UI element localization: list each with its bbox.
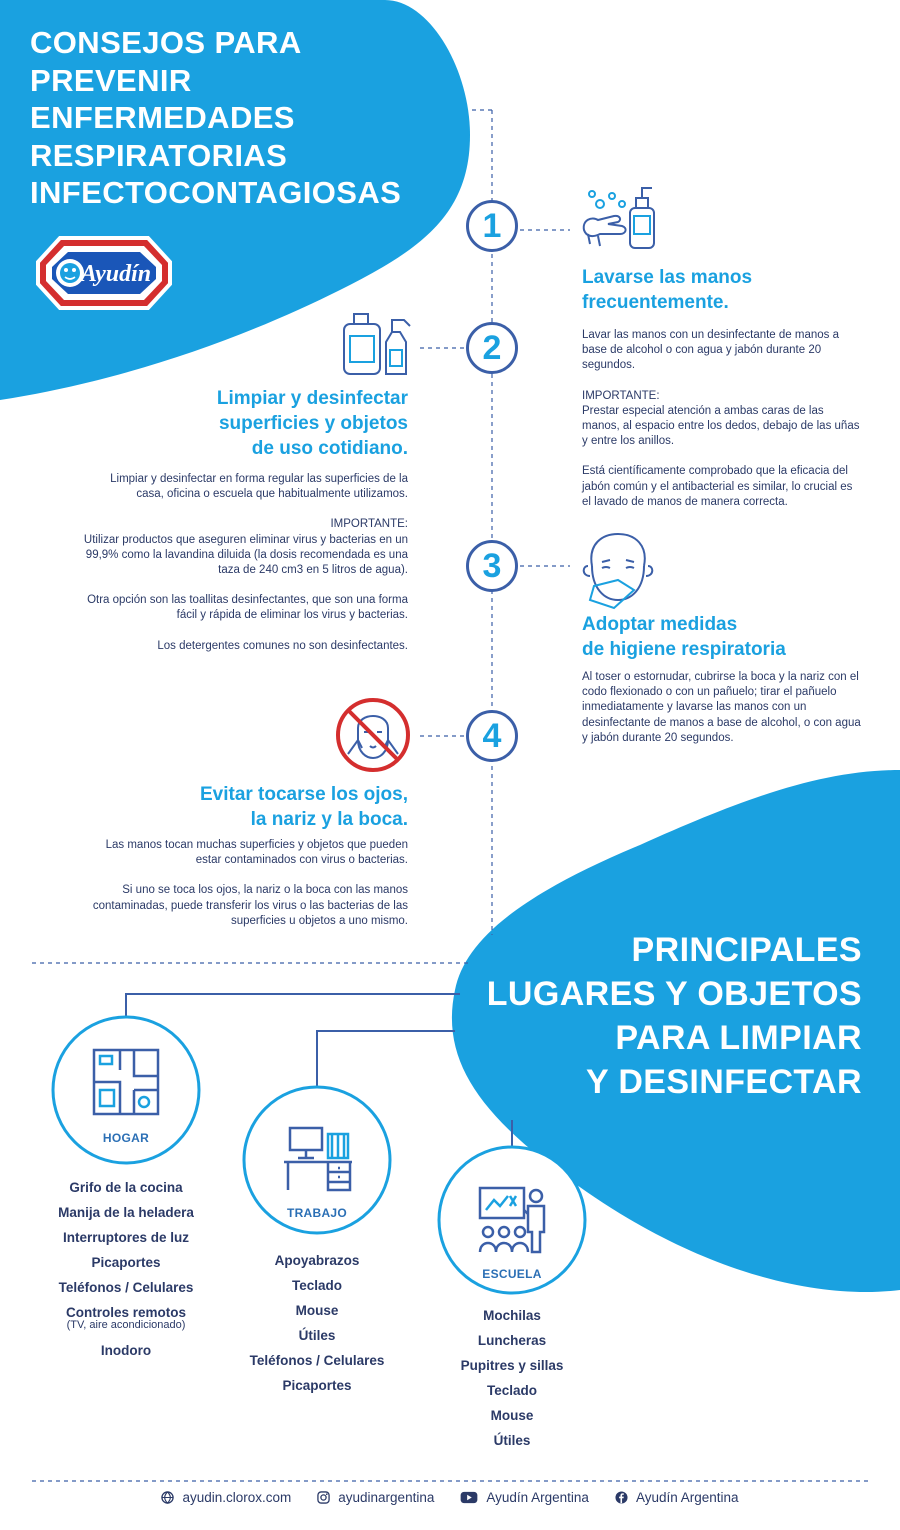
- facebook-icon: [615, 1491, 628, 1504]
- list-item: Mouse: [295, 1303, 339, 1318]
- escuela-label: ESCUELA: [482, 1267, 542, 1281]
- list-item: Controles remotos (TV, aire acondicionado): [26, 1300, 226, 1338]
- list-item: Útiles: [298, 1328, 336, 1343]
- office-desk-icon: [282, 1124, 354, 1192]
- tip-2-body: Limpiar y desinfectar en forma regular las superficies de la casa, oficina o escuela que habitualmente utilizamos. IMPORTANTE: Utilizar productos que aseguren eliminar virus y bacterias en un 99,9% como la lavandina diluida (la dosis recomendada es una taza de 240 cm3 en 5 litros de agua). Otra opción son las toallitas desinfectantes, que son una forma fácil y rápida de eliminar los virus y bacterias. Los detergentes comunes no son desinfectantes.: [83, 473, 408, 652]
- list-item: Teléfonos / Celulares: [249, 1353, 385, 1368]
- sneeze-icon: [578, 530, 658, 612]
- list-item: Pupitres y sillas: [460, 1358, 564, 1373]
- cleaning-products-icon: [340, 306, 412, 378]
- globe-icon: [161, 1491, 174, 1504]
- places-title: PRINCIPALES LUGARES Y OBJETOS PARA LIMPIAR Y DESINFECTAR: [486, 931, 862, 1101]
- svg-text:Ayudín: Ayudín: [80, 261, 152, 287]
- footer-website[interactable]: ayudin.clorox.com: [161, 1490, 291, 1505]
- list-item: Teclado: [291, 1278, 342, 1293]
- list-item: Mochilas: [483, 1308, 541, 1323]
- trabajo-label: TRABAJO: [286, 1206, 348, 1220]
- list-item: Mouse: [490, 1408, 534, 1423]
- list-item: Manija de la heladera: [58, 1205, 194, 1220]
- footer-youtube[interactable]: Ayudín Argentina: [460, 1490, 589, 1505]
- footer-instagram[interactable]: ayudinargentina: [317, 1490, 434, 1505]
- tip-number-1: 1: [466, 200, 518, 252]
- list-item-note: (TV, aire acondicionado): [66, 1319, 186, 1331]
- list-item: Picaportes: [282, 1378, 352, 1393]
- tip-4-title: Evitar tocarse los ojos, la nariz y la boca.: [199, 784, 408, 830]
- escuela-items: [412, 1303, 612, 1453]
- tip-3-body: Al toser o estornudar, cubrirse la boca y la nariz con el codo flexionado o con un pañuelo; tirar el pañuelo inmediatamente y lavarse las manos con un desinfectante de manos a base de alcohol, o con agua y jabón durante 20 segundos.: [582, 671, 861, 744]
- footer: [0, 1490, 900, 1505]
- tip-1-title: Lavarse las manos frecuentemente.: [582, 267, 753, 313]
- hand-washing-icon: [578, 182, 662, 252]
- brand-logo: [30, 232, 175, 314]
- list-item: Grifo de la cocina: [69, 1180, 183, 1195]
- tip-3-title: Adoptar medidas de higiene respiratoria: [582, 614, 786, 660]
- hogar-label: HOGAR: [102, 1131, 150, 1145]
- tip-2-title: Limpiar y desinfectar superficies y objetos de uso cotidiano.: [216, 388, 408, 459]
- hogar-items: [26, 1175, 226, 1363]
- list-item: Apoyabrazos: [274, 1253, 360, 1268]
- list-item: Interruptores de luz: [62, 1230, 189, 1245]
- ayudin-logo-icon: [30, 232, 175, 314]
- list-item: Teclado: [486, 1383, 537, 1398]
- tip-number-2: 2: [466, 322, 518, 374]
- list-item: Luncheras: [477, 1333, 547, 1348]
- list-item: Útiles: [493, 1433, 531, 1448]
- tip-4-body: Las manos tocan muchas superficies y objetos que pueden estar contaminados con virus o bacterias. Si uno se toca los ojos, la nariz o la boca con las manos contaminadas, puede transferir los virus o las bacterias de las superficies u objetos a uno mismo.: [92, 839, 408, 927]
- list-item: Teléfonos / Celulares: [58, 1280, 194, 1295]
- list-item: Inodoro: [100, 1343, 152, 1358]
- trabajo-items: [217, 1248, 417, 1398]
- classroom-icon: [476, 1184, 550, 1256]
- instagram-icon: [317, 1491, 330, 1504]
- house-floorplan-icon: [90, 1046, 162, 1118]
- tip-1-body: Lavar las manos con un desinfectante de manos a base de alcohol o con agua y jabón durante 20 segundos. IMPORTANTE: Prestar especial atención a ambas caras de las manos, al espacio entre los dedos, debajo de las uñas y entre los anillos. Está científicamente comprobado que la eficacia del jabón común y el antibacterial es similar, lo crucial es el lavado de manos de manera correcta.: [582, 329, 860, 508]
- page-title: CONSEJOS PARA PREVENIR ENFERMEDADES RESPIRATORIAS INFECTOCONTAGIOSAS: [30, 25, 402, 210]
- list-item: Picaportes: [91, 1255, 161, 1270]
- youtube-icon: [460, 1491, 478, 1504]
- no-touch-face-icon: [334, 696, 412, 774]
- tip-number-4: 4: [466, 710, 518, 762]
- tip-number-3: 3: [466, 540, 518, 592]
- footer-facebook[interactable]: Ayudín Argentina: [615, 1490, 739, 1505]
